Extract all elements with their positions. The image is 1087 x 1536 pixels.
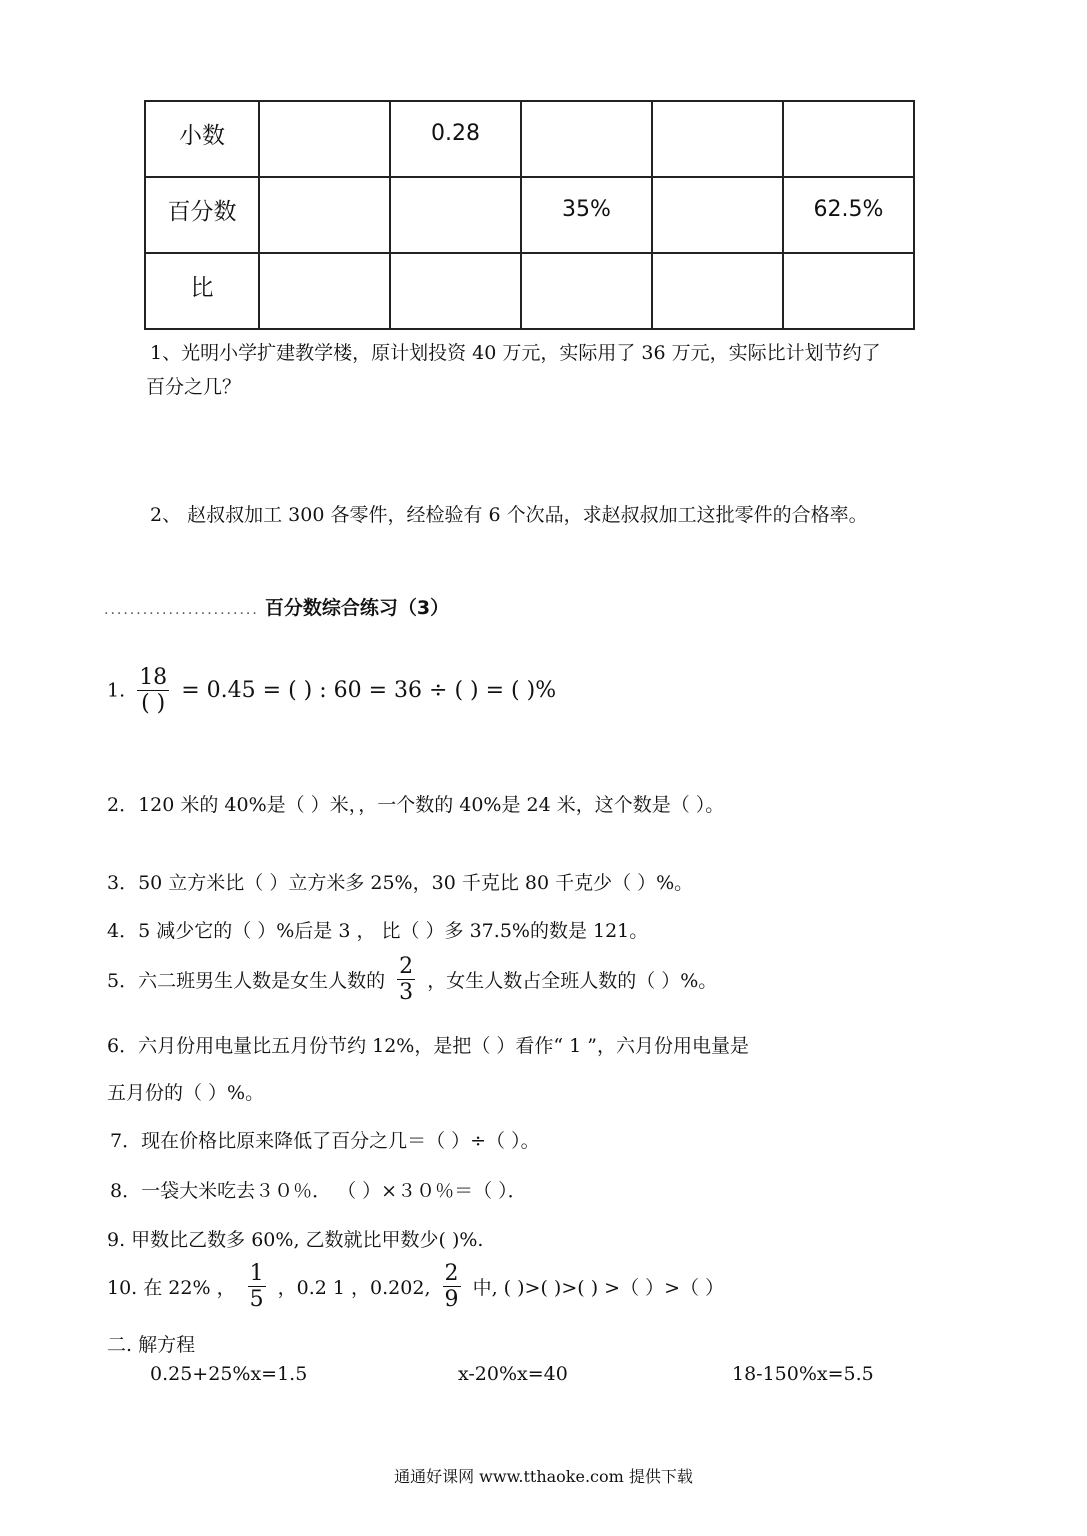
equations-heading: 二. 解方程: [107, 1334, 196, 1356]
table-row: [145, 101, 914, 177]
question-10-frac-1-denominator: 5: [249, 1287, 264, 1313]
table-cell: [259, 253, 390, 329]
question-6-line-1: 6．六月份用电量比五月份节约 12%，是把（ ）看作“ 1 ”，六月份用电量是: [107, 1035, 749, 1057]
question-10-mid: ，0.2 1 ，0.202,: [277, 1277, 431, 1300]
question-10-fraction-1: [248, 1262, 266, 1311]
question-5: [107, 955, 717, 1004]
question-10: [107, 1262, 724, 1311]
question-5-fraction: [397, 955, 415, 1004]
equation-3: 18-150%x=5.5: [732, 1363, 874, 1385]
table-cell: [259, 177, 390, 253]
question-6-line-2: 五月份的（ ）%。: [107, 1082, 265, 1104]
question-4: 4．5 减少它的（ ）%后是 3 ， 比（ ）多 37.5%的数是 121。: [107, 920, 649, 942]
section-title: 百分数综合练习（3）: [264, 597, 450, 619]
question-1-fraction: [137, 666, 169, 715]
dot-leader: ........................: [104, 602, 259, 618]
table-cell: [783, 253, 914, 329]
table-row: [145, 253, 914, 329]
table-cell: 62.5%: [783, 177, 914, 253]
row-label: 比: [145, 253, 259, 329]
table-cell: [652, 253, 783, 329]
conversion-table: [144, 100, 915, 330]
row-label: 百分数: [145, 177, 259, 253]
problem-1-line-1: 1、光明小学扩建教学楼，原计划投资 40 万元，实际用了 36 万元，实际比计划节约了: [150, 342, 881, 364]
equation-2: x-20%x=40: [458, 1363, 568, 1385]
question-3: 3．50 立方米比（ ）立方米多 25%，30 千克比 80 千克少（ ）%。: [107, 872, 694, 894]
question-5-frac-denominator: 3: [399, 980, 414, 1006]
question-5-frac-numerator: 2: [399, 954, 414, 979]
table-cell: [652, 101, 783, 177]
question-1-rest: = 0.45 = ( ) : 60 = 36 ÷ ( ) = ( )%: [181, 678, 557, 704]
row-label: 小数: [145, 101, 259, 177]
question-10-frac-2-denominator: 9: [444, 1287, 459, 1313]
table-cell: 35%: [521, 177, 652, 253]
table-cell: 0.28: [390, 101, 521, 177]
question-1-number: 1.: [107, 679, 126, 702]
problem-1-line-2: 百分之几？: [146, 376, 242, 398]
question-1-frac-denominator: ( ): [141, 691, 166, 717]
table-cell: [521, 253, 652, 329]
table-cell: [521, 101, 652, 177]
page-footer: 通通好课网 www.tthaoke.com 提供下载: [394, 1467, 693, 1486]
question-8: 8．一袋大米吃去３０％． （ ）×３０％＝（ ）．: [110, 1180, 527, 1202]
question-2: 2．120 米的 40%是（ ）米，，一个数的 40%是 24 米，这个数是（ ）。: [107, 794, 725, 816]
equation-1: 0.25+25%x=1.5: [150, 1363, 308, 1385]
question-1: [107, 666, 556, 715]
question-7: 7．现在价格比原来降低了百分之几＝（ ）÷（ ）。: [110, 1130, 540, 1152]
question-9: 9. 甲数比乙数多 60%, 乙数就比甲数少( )%.: [107, 1229, 484, 1251]
question-5-before: 5．六二班男生人数是女生人数的: [107, 970, 386, 993]
question-10-after: 中, ( )>( )>( ) >（ ）>（ ）: [472, 1277, 725, 1300]
question-10-frac-1-numerator: 1: [249, 1261, 264, 1286]
question-10-frac-2-numerator: 2: [444, 1261, 459, 1286]
question-10-fraction-2: [443, 1262, 461, 1311]
table-row: [145, 177, 914, 253]
table-cell: [652, 177, 783, 253]
table-cell: [259, 101, 390, 177]
question-1-frac-numerator: 18: [139, 665, 168, 690]
table-cell: [390, 253, 521, 329]
question-5-after: ，女生人数占全班人数的（ ）%。: [427, 970, 718, 993]
problem-2: 2、 赵叔叔加工 300 各零件，经检验有 6 个次品，求赵叔叔加工这批零件的合格率。: [150, 504, 868, 526]
question-10-before: 10. 在 22% ，: [107, 1277, 236, 1300]
table-cell: [783, 101, 914, 177]
table-cell: [390, 177, 521, 253]
section-header: [104, 593, 449, 620]
